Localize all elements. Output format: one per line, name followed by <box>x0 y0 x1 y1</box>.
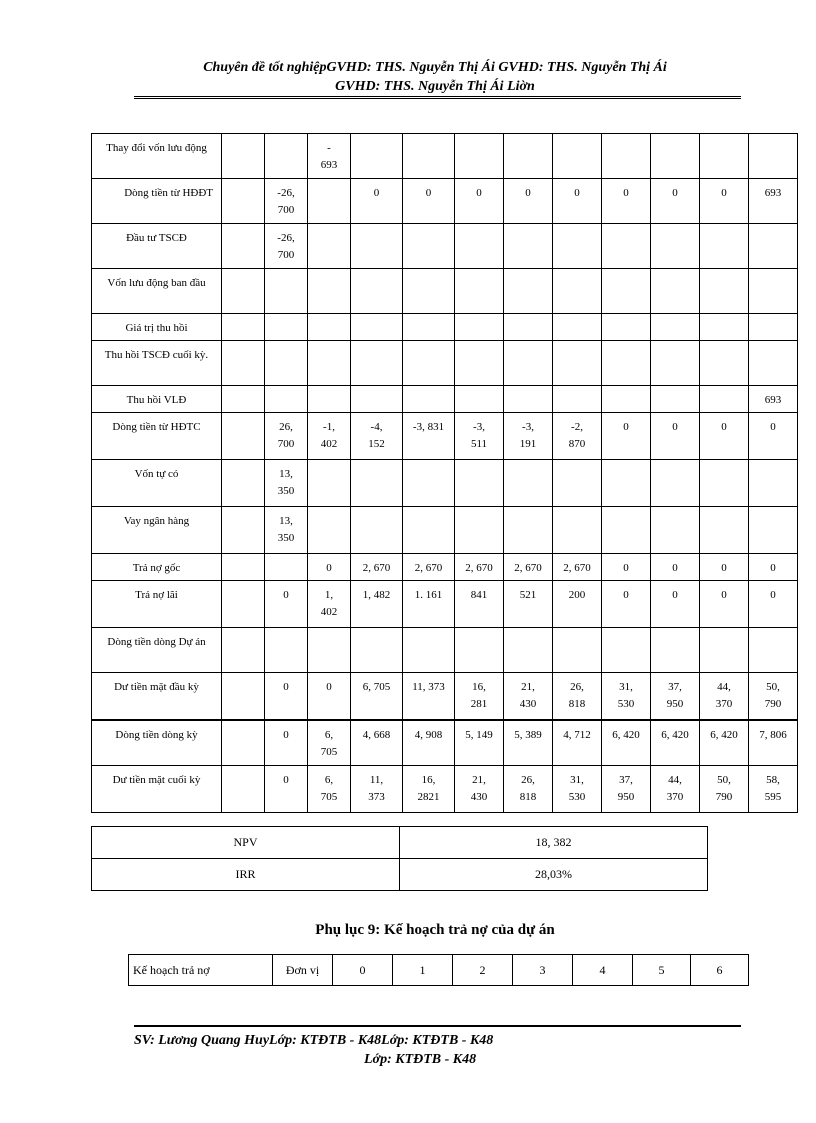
table-cell <box>265 628 308 673</box>
cashflow-table <box>91 133 798 813</box>
table-cell: 0 <box>602 554 651 581</box>
header-line-2: GVHD: THS. Nguyễn Thị Ái Liờn <box>335 79 535 94</box>
table-cell: 0 <box>265 673 308 720</box>
table-cell <box>553 269 602 314</box>
table-cell: -26, 700 <box>265 224 308 269</box>
table-cell: 4, 712 <box>553 720 602 766</box>
table-cell <box>651 314 700 341</box>
irr-label: IRR <box>92 859 400 891</box>
table-cell <box>222 460 265 507</box>
table-row <box>92 386 798 413</box>
table-cell: -3, 831 <box>403 413 455 460</box>
table-cell: -4, 152 <box>351 413 403 460</box>
table-cell <box>651 386 700 413</box>
table-cell: 58, 595 <box>749 766 798 813</box>
table-cell <box>504 460 553 507</box>
table-cell: 0 <box>651 413 700 460</box>
row-label: Thu hồi VLĐ <box>92 386 222 413</box>
cashflow-table-body <box>92 134 798 813</box>
table-cell <box>308 628 351 673</box>
table-cell <box>602 628 651 673</box>
npv-irr-table <box>91 826 708 891</box>
table-cell <box>308 314 351 341</box>
table-cell <box>504 341 553 386</box>
table-cell <box>749 269 798 314</box>
table-cell <box>553 507 602 554</box>
header-line-1: Chuyên đề tốt nghiệpGVHD: THS. Nguyễn Thị Ái GVHD: THS. Nguyễn Thị Ái <box>203 60 667 75</box>
table-cell <box>222 554 265 581</box>
repayment-plan-table <box>128 954 749 986</box>
table-cell: 0 <box>700 554 749 581</box>
table-cell <box>651 224 700 269</box>
row-label: Dòng tiền dòng kỳ <box>92 720 222 766</box>
table-cell <box>553 224 602 269</box>
table-cell <box>351 341 403 386</box>
table-cell <box>749 341 798 386</box>
table-cell <box>222 720 265 766</box>
table-cell: 44, 370 <box>651 766 700 813</box>
table-cell <box>265 269 308 314</box>
table-cell <box>351 269 403 314</box>
repayment-plan-year: 0 <box>333 955 393 986</box>
table-cell: 7, 806 <box>749 720 798 766</box>
table-cell <box>455 507 504 554</box>
table-cell <box>222 314 265 341</box>
table-cell: 1, 482 <box>351 581 403 628</box>
table-cell <box>351 386 403 413</box>
table-cell: 0 <box>749 413 798 460</box>
table-cell: 21, 430 <box>504 673 553 720</box>
table-cell <box>308 341 351 386</box>
table-cell: 693 <box>749 179 798 224</box>
table-cell <box>308 386 351 413</box>
table-cell <box>455 341 504 386</box>
table-cell: -3, 511 <box>455 413 504 460</box>
table-cell <box>553 386 602 413</box>
table-cell <box>403 460 455 507</box>
table-cell: 11, 373 <box>351 766 403 813</box>
table-cell: -2, 870 <box>553 413 602 460</box>
table-cell <box>222 581 265 628</box>
table-cell <box>308 460 351 507</box>
table-cell <box>504 314 553 341</box>
table-cell <box>553 314 602 341</box>
irr-row <box>92 859 708 891</box>
table-cell: 2, 670 <box>504 554 553 581</box>
table-cell <box>308 507 351 554</box>
table-cell: 693 <box>749 386 798 413</box>
table-cell: 0 <box>749 581 798 628</box>
row-label: Dòng tiền từ HĐĐT <box>92 179 222 224</box>
table-cell: 44, 370 <box>700 673 749 720</box>
table-cell: - 693 <box>308 134 351 179</box>
table-cell: 2, 670 <box>351 554 403 581</box>
row-label: Đầu tư TSCĐ <box>92 224 222 269</box>
table-cell <box>602 460 651 507</box>
table-cell <box>455 460 504 507</box>
table-cell: 0 <box>351 179 403 224</box>
table-cell <box>222 134 265 179</box>
table-cell <box>504 507 553 554</box>
page-header <box>130 58 740 96</box>
table-cell <box>403 341 455 386</box>
table-cell <box>602 507 651 554</box>
table-cell: 6, 420 <box>651 720 700 766</box>
table-cell: 4, 668 <box>351 720 403 766</box>
footer-line-1: SV: Lương Quang HuyLớp: KTĐTB - K48Lớp: KTĐTB - K48 <box>134 1033 494 1048</box>
row-label: Thay đổi vốn lưu động <box>92 134 222 179</box>
table-cell <box>455 269 504 314</box>
table-cell: 31, 530 <box>553 766 602 813</box>
table-row <box>92 460 798 507</box>
table-cell <box>651 460 700 507</box>
table-row <box>92 554 798 581</box>
table-cell <box>553 341 602 386</box>
row-label: Vốn tự có <box>92 460 222 507</box>
table-cell <box>265 386 308 413</box>
table-row <box>92 314 798 341</box>
footer-line-2: Lớp: KTĐTB - K48 <box>364 1052 477 1067</box>
table-cell <box>749 314 798 341</box>
table-cell <box>749 224 798 269</box>
table-cell: 6, 705 <box>308 720 351 766</box>
table-cell <box>222 341 265 386</box>
row-label: Dòng tiền dòng Dự án <box>92 628 222 673</box>
table-cell <box>455 314 504 341</box>
npv-label: NPV <box>92 827 400 859</box>
table-cell <box>455 386 504 413</box>
table-cell <box>504 628 553 673</box>
page-footer <box>134 1031 604 1069</box>
table-cell: 0 <box>700 581 749 628</box>
repayment-plan-year: 6 <box>691 955 749 986</box>
table-cell: 16, 2821 <box>403 766 455 813</box>
table-cell: 0 <box>651 179 700 224</box>
table-cell: 0 <box>700 179 749 224</box>
table-cell: 16, 281 <box>455 673 504 720</box>
row-label: Trả nợ gốc <box>92 554 222 581</box>
table-row <box>92 507 798 554</box>
table-cell: 37, 950 <box>651 673 700 720</box>
table-cell: 26, 700 <box>265 413 308 460</box>
table-cell <box>700 134 749 179</box>
table-cell <box>222 179 265 224</box>
repayment-plan-unit: Đơn vị <box>273 955 333 986</box>
table-cell <box>651 507 700 554</box>
table-cell: 50, 790 <box>700 766 749 813</box>
repayment-plan-year: 1 <box>393 955 453 986</box>
table-cell <box>602 224 651 269</box>
table-cell <box>351 314 403 341</box>
table-row <box>92 720 798 766</box>
table-cell <box>700 628 749 673</box>
repayment-plan-year: 2 <box>453 955 513 986</box>
table-cell <box>403 134 455 179</box>
table-cell <box>222 766 265 813</box>
table-cell <box>351 460 403 507</box>
table-cell <box>602 314 651 341</box>
table-cell <box>265 314 308 341</box>
footer-divider <box>134 1025 741 1027</box>
table-cell <box>553 460 602 507</box>
header-divider <box>134 96 741 99</box>
table-cell <box>455 224 504 269</box>
repayment-plan-year: 5 <box>633 955 691 986</box>
table-cell: 2, 670 <box>403 554 455 581</box>
table-cell <box>265 554 308 581</box>
table-cell <box>700 386 749 413</box>
table-cell <box>700 507 749 554</box>
table-row <box>92 581 798 628</box>
table-cell: 841 <box>455 581 504 628</box>
table-cell: 0 <box>602 581 651 628</box>
table-cell <box>749 134 798 179</box>
table-cell <box>749 460 798 507</box>
table-cell <box>651 341 700 386</box>
table-cell: 0 <box>749 554 798 581</box>
table-cell: 0 <box>265 581 308 628</box>
table-cell: 0 <box>553 179 602 224</box>
table-cell <box>504 224 553 269</box>
table-cell <box>222 224 265 269</box>
table-cell <box>222 673 265 720</box>
table-cell <box>455 628 504 673</box>
table-cell: 5, 149 <box>455 720 504 766</box>
table-row <box>92 766 798 813</box>
table-cell <box>700 224 749 269</box>
table-cell: 11, 373 <box>403 673 455 720</box>
table-cell <box>351 134 403 179</box>
table-cell <box>700 269 749 314</box>
table-cell <box>651 134 700 179</box>
table-cell: 5, 389 <box>504 720 553 766</box>
repayment-plan-label: Kế hoạch trả nợ <box>129 955 273 986</box>
table-row <box>92 628 798 673</box>
table-cell: 0 <box>455 179 504 224</box>
table-cell: 4, 908 <box>403 720 455 766</box>
repayment-plan-header-row <box>129 955 749 986</box>
table-cell <box>265 134 308 179</box>
appendix-title: Phụ lục 9: Kế hoạch trả nợ của dự án <box>315 922 555 938</box>
row-label: Vay ngân hàng <box>92 507 222 554</box>
table-cell: 26, 818 <box>504 766 553 813</box>
table-cell <box>553 134 602 179</box>
table-cell <box>222 386 265 413</box>
table-cell: 0 <box>651 554 700 581</box>
table-cell <box>504 134 553 179</box>
table-cell: 1, 402 <box>308 581 351 628</box>
row-label: Thu hồi TSCĐ cuối kỳ. <box>92 341 222 386</box>
table-cell: 2, 670 <box>553 554 602 581</box>
table-cell <box>403 628 455 673</box>
table-cell <box>602 134 651 179</box>
table-cell: 50, 790 <box>749 673 798 720</box>
irr-value: 28,03% <box>400 859 708 891</box>
table-cell: -1, 402 <box>308 413 351 460</box>
repayment-plan-year: 3 <box>513 955 573 986</box>
table-cell <box>222 507 265 554</box>
table-cell: 0 <box>602 413 651 460</box>
table-cell <box>504 269 553 314</box>
table-cell: 26, 818 <box>553 673 602 720</box>
row-label: Dòng tiền từ HĐTC <box>92 413 222 460</box>
table-cell: 13, 350 <box>265 460 308 507</box>
table-cell: 21, 430 <box>455 766 504 813</box>
table-row <box>92 224 798 269</box>
table-cell <box>651 269 700 314</box>
table-row <box>92 134 798 179</box>
table-cell <box>351 507 403 554</box>
row-label: Dư tiền mặt cuối kỳ <box>92 766 222 813</box>
table-cell <box>749 507 798 554</box>
table-cell: 0 <box>403 179 455 224</box>
table-cell <box>700 314 749 341</box>
table-cell <box>222 413 265 460</box>
table-cell <box>553 628 602 673</box>
table-cell <box>403 386 455 413</box>
npv-row <box>92 827 708 859</box>
table-cell: -3, 191 <box>504 413 553 460</box>
table-cell: 1. 161 <box>403 581 455 628</box>
table-cell: -26, 700 <box>265 179 308 224</box>
table-cell <box>749 628 798 673</box>
table-cell <box>351 628 403 673</box>
table-cell: 6, 705 <box>308 766 351 813</box>
row-label: Giá trị thu hồi <box>92 314 222 341</box>
table-cell <box>403 507 455 554</box>
table-cell <box>700 341 749 386</box>
table-cell <box>455 134 504 179</box>
table-cell: 0 <box>651 581 700 628</box>
table-cell: 37, 950 <box>602 766 651 813</box>
table-cell: 0 <box>265 766 308 813</box>
table-row <box>92 269 798 314</box>
table-cell <box>602 386 651 413</box>
table-cell <box>403 314 455 341</box>
table-cell: 0 <box>700 413 749 460</box>
npv-value: 18, 382 <box>400 827 708 859</box>
table-cell: 6, 420 <box>700 720 749 766</box>
table-cell: 0 <box>602 179 651 224</box>
table-cell <box>651 628 700 673</box>
table-cell <box>308 179 351 224</box>
row-label: Vốn lưu động ban đầu <box>92 269 222 314</box>
table-cell <box>602 269 651 314</box>
table-cell <box>504 386 553 413</box>
table-row <box>92 179 798 224</box>
table-cell <box>265 341 308 386</box>
table-row <box>92 413 798 460</box>
table-cell: 200 <box>553 581 602 628</box>
table-cell <box>602 341 651 386</box>
table-cell <box>308 224 351 269</box>
table-cell: 0 <box>265 720 308 766</box>
table-cell <box>222 628 265 673</box>
row-label: Dư tiền mặt đầu kỳ <box>92 673 222 720</box>
table-cell: 31, 530 <box>602 673 651 720</box>
table-cell: 13, 350 <box>265 507 308 554</box>
table-cell: 6, 420 <box>602 720 651 766</box>
table-cell <box>403 269 455 314</box>
table-cell <box>403 224 455 269</box>
table-cell: 0 <box>308 554 351 581</box>
table-cell: 0 <box>504 179 553 224</box>
repayment-plan-year: 4 <box>573 955 633 986</box>
table-cell <box>308 269 351 314</box>
table-cell <box>700 460 749 507</box>
table-row <box>92 673 798 720</box>
table-cell: 521 <box>504 581 553 628</box>
table-cell <box>222 269 265 314</box>
row-label: Trả nợ lãi <box>92 581 222 628</box>
table-cell: 6, 705 <box>351 673 403 720</box>
table-row <box>92 341 798 386</box>
table-cell: 2, 670 <box>455 554 504 581</box>
table-cell <box>351 224 403 269</box>
table-cell: 0 <box>308 673 351 720</box>
